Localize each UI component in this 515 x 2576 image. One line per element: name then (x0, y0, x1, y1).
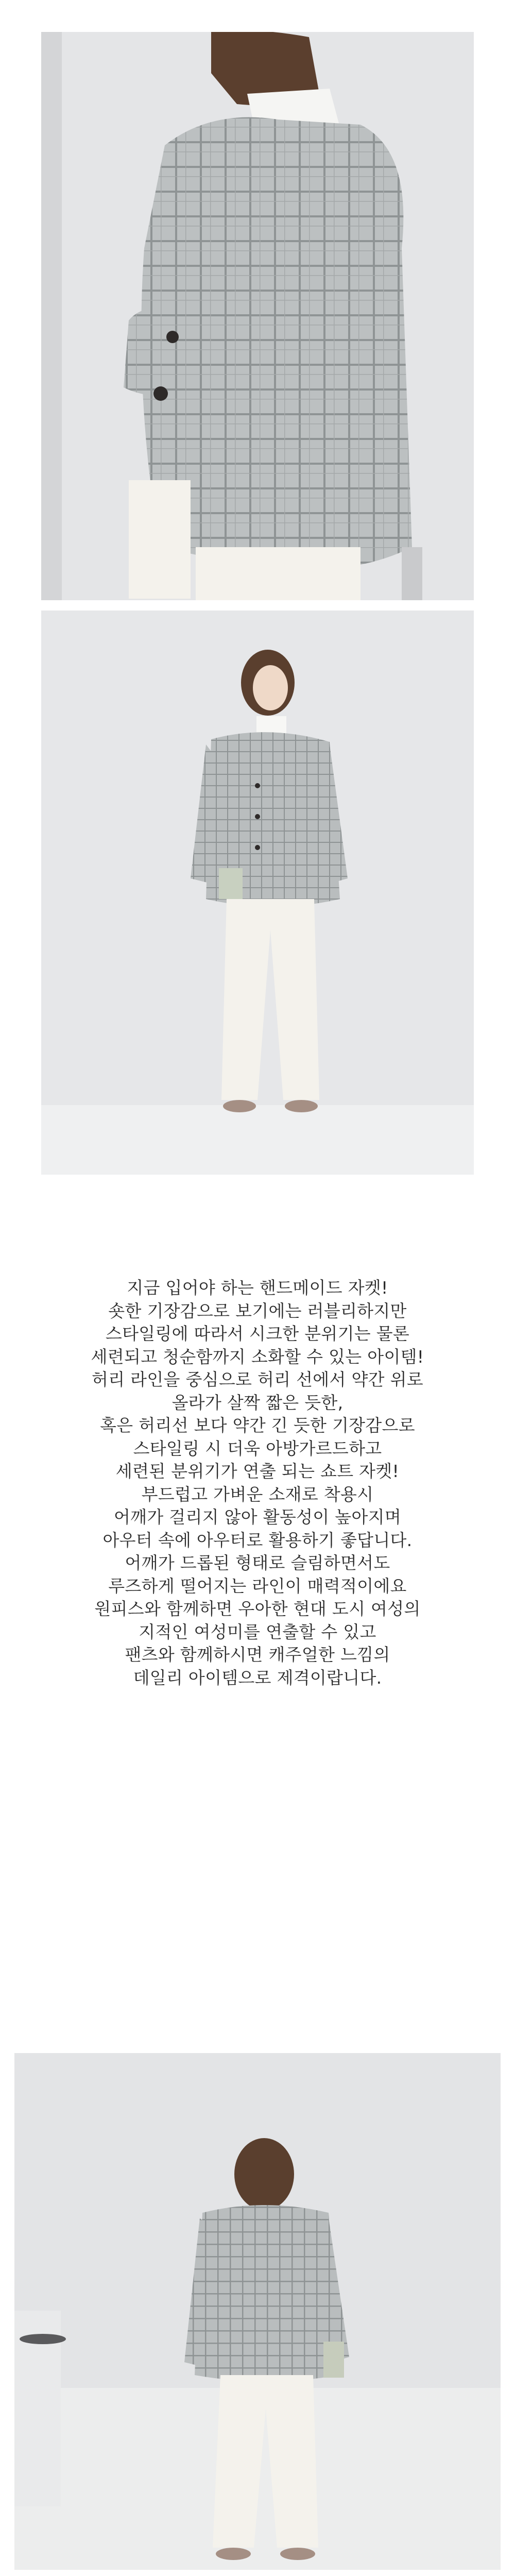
photo-jacket-side-closeup (41, 32, 474, 600)
description-line: 부드럽고 가벼운 소재로 착용시 (141, 1484, 374, 1504)
description-line: 원피스와 함께하면 우아한 현대 도시 여성의 (94, 1599, 421, 1619)
photo-model-full-front (41, 611, 474, 1175)
description-line: 루즈하게 떨어지는 라인이 매력적이에요 (108, 1575, 407, 1596)
photo-model-full-back (14, 2053, 501, 2570)
description-line: 세련된 분위기가 연출 되는 쇼트 자켓! (115, 1461, 400, 1481)
description-line: 올라가 살짝 짧은 듯한, (171, 1392, 344, 1413)
description-line: 어깨가 드롭된 형태로 슬림하면서도 (125, 1553, 390, 1573)
description-line: 아우터 속에 아우터로 활용하기 좋답니다. (102, 1530, 413, 1550)
product-description (0, 1277, 515, 1689)
description-line: 데일리 아이템으로 제격이랍니다. (133, 1667, 382, 1688)
description-line: 지금 입어야 하는 핸드메이드 자켓! (127, 1278, 388, 1298)
description-line: 지적인 여성미를 연출할 수 있고 (139, 1621, 376, 1642)
description-line: 스타일링 시 더욱 아방가르드하고 (133, 1438, 382, 1459)
description-line: 어깨가 걸리지 않아 활동성이 높아지며 (113, 1507, 401, 1527)
description-line: 허리 라인을 중심으로 허리 선에서 약간 위로 (92, 1369, 423, 1389)
description-line: 혹은 허리선 보다 약간 긴 듯한 기장감으로 (100, 1415, 415, 1435)
description-line: 팬츠와 함께하시면 캐주얼한 느낌의 (125, 1645, 390, 1665)
description-line: 세련되고 청순함까지 소화할 수 있는 아이템! (91, 1346, 424, 1367)
description-line: 스타일링에 따라서 시크한 분위기는 물론 (105, 1324, 410, 1344)
description-line: 숏한 기장감으로 보기에는 러블리하지만 (108, 1300, 407, 1321)
